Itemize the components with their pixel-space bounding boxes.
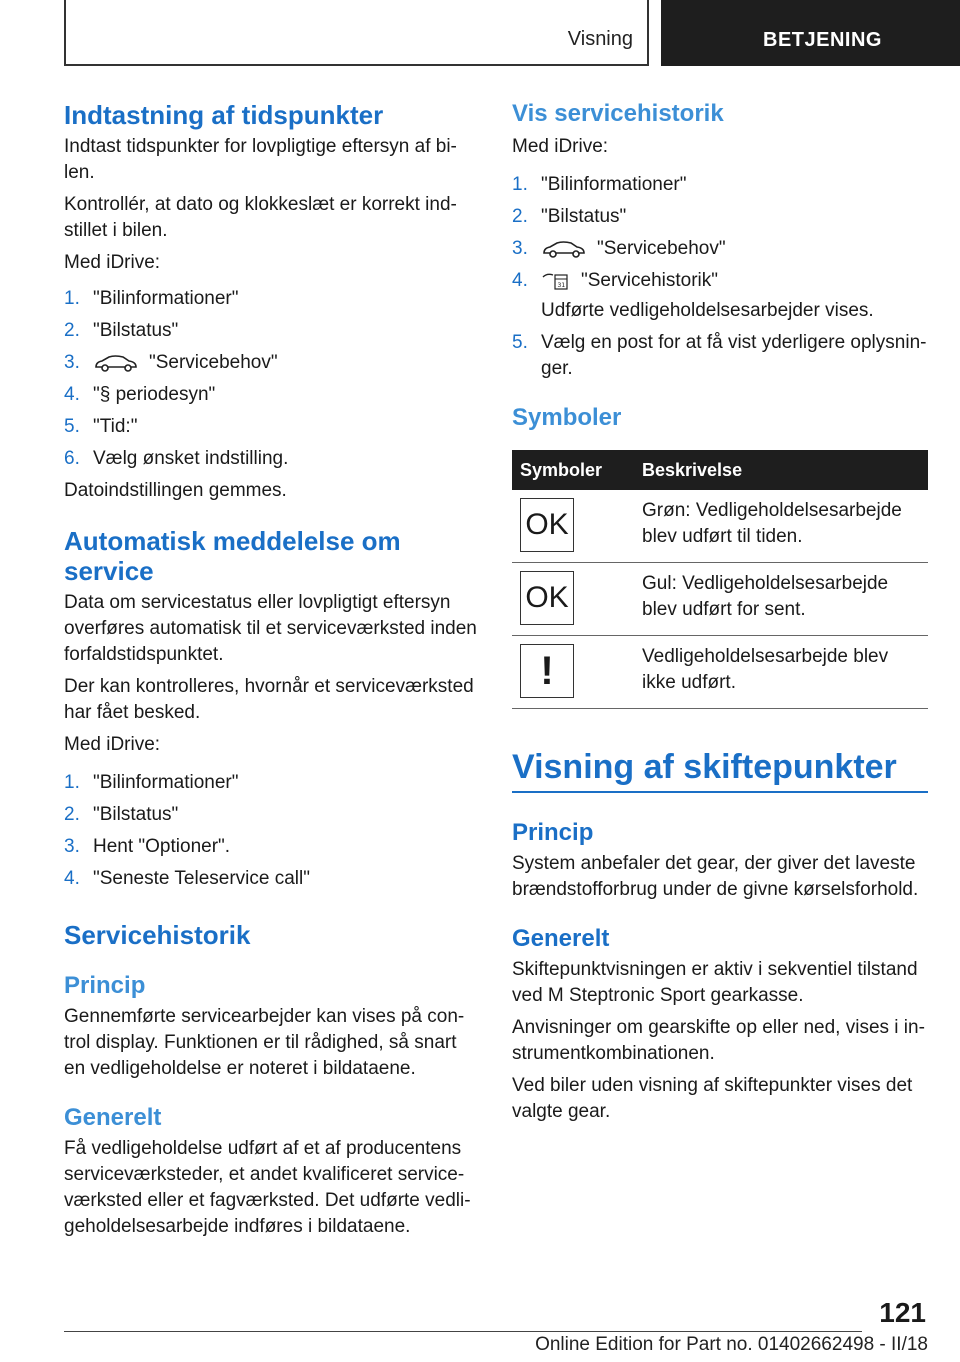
list-item: 3. "Servicebehov": [64, 352, 278, 373]
heading-vis-servicehistorik: Vis servicehistorik: [512, 100, 724, 127]
header-section-title: Visning: [567, 28, 633, 50]
paragraph: Skiftepunktvisningen er aktiv i sekventiel tilstand ved M Steptronic Sport gearkasse.: [512, 959, 918, 1006]
paragraph: Der kan kontrolleres, hvornår et serviceværksted har fået besked.: [64, 676, 474, 723]
service-history-icon: [541, 271, 571, 291]
footer-edition: Online Edition for Part no. 01402662498 - II/18: [535, 1334, 928, 1355]
table-row: [512, 636, 928, 709]
header-section-box: [64, 0, 649, 66]
heading-princip: Princip: [512, 819, 594, 846]
paragraph: Indtast tidspunkter for lovpligtige eftersyn af bi-len.: [64, 136, 457, 183]
paragraph: Med iDrive:: [64, 734, 161, 755]
heading-indtastning: Indtastning af tidspunkter: [64, 100, 384, 130]
paragraph: Gennemførte servicearbejder kan vises på con-trol display. Funktionen er til rådighed, så snart en vedligeholdelse er noteret i bildataene.: [64, 1006, 465, 1079]
symbols-table: [512, 450, 928, 709]
steps-list-1: [64, 286, 478, 472]
table-header-row: [512, 450, 928, 490]
table-cell: Grøn: Vedligeholdelsesarbejde blev udført til tiden.: [634, 490, 928, 563]
right-column: [512, 100, 928, 1125]
car-icon: [541, 240, 587, 258]
header-chapter-title: BETJENING: [763, 29, 882, 51]
table-header-symboler: Symboler: [512, 450, 634, 490]
table-cell: Vedligeholdelsesarbejde blev ikke udført.: [634, 636, 928, 709]
svg-text:31: 31: [557, 281, 566, 289]
list-item: 1. "Bilinformationer": [64, 288, 239, 309]
ok-symbol: OK: [520, 571, 574, 625]
paragraph: System anbefaler det gear, der giver det laveste brændstofforbrug under de givne kørselsforhold.: [512, 853, 919, 900]
list-item: 6. Vælg ønsket indstilling.: [64, 448, 289, 469]
exclamation-symbol: !: [520, 644, 574, 698]
heading-symboler: Symboler: [512, 404, 622, 431]
heading-generelt: Generelt: [64, 1104, 162, 1131]
list-item: 5. "Tid:": [64, 416, 138, 437]
steps-list-2: [64, 770, 478, 892]
step-note: Udførte vedligeholdelsesarbejder vises.: [541, 300, 874, 321]
heading-generelt: Generelt: [512, 925, 610, 952]
paragraph: Anvisninger om gearskifte op eller ned, vises i in-strumentkombinationen.: [512, 1017, 925, 1064]
table-row: [512, 563, 928, 636]
header-chapter-box: [661, 0, 960, 66]
paragraph: Ved biler uden visning af skiftepunkter vises det valgte gear.: [512, 1075, 913, 1122]
table-header-beskrivelse: Beskrivelse: [634, 450, 928, 490]
list-item: 4. "Seneste Teleservice call": [64, 868, 310, 889]
list-item: 3. "Servicebehov": [512, 238, 726, 259]
list-item: 5. Vælg en post for at få vist yderligere oplysnin-ger.: [512, 332, 927, 379]
car-icon: [93, 354, 139, 372]
table-cell: Gul: Vedligeholdelsesarbejde blev udført for sent.: [634, 563, 928, 636]
left-column: [64, 100, 478, 1240]
heading-automatisk: Automatisk meddelelse om service: [64, 526, 401, 586]
paragraph: Med iDrive:: [512, 136, 609, 157]
heading-visning-skiftepunkter: Visning af skiftepunkter: [512, 747, 928, 793]
table-row: [512, 490, 928, 563]
paragraph: Datoindstillingen gemmes.: [64, 480, 287, 501]
paragraph: Data om servicestatus eller lovpligtigt eftersyn overføres automatisk til et serviceværksted inden forfaldstidspunktet.: [64, 592, 477, 665]
heading-servicehistorik: Servicehistorik: [64, 920, 251, 950]
list-item: 4. "§ periodesyn": [64, 384, 216, 405]
footer-divider: [64, 1331, 862, 1332]
list-item: 3. Hent "Optioner".: [64, 836, 231, 857]
list-item: 2. "Bilstatus": [512, 206, 627, 227]
list-item: 2. "Bilstatus": [64, 320, 179, 341]
page-number: 121: [879, 1297, 926, 1328]
list-item: 4. 31 "Servicehistorik": [512, 270, 719, 291]
ok-symbol: OK: [520, 498, 574, 552]
paragraph: Kontrollér, at dato og klokkeslæt er korrekt ind-stillet i bilen.: [64, 194, 457, 241]
steps-list-3b: [512, 330, 928, 382]
steps-list-3: [512, 172, 928, 294]
paragraph: Med iDrive:: [64, 252, 161, 273]
heading-princip: Princip: [64, 972, 146, 999]
list-item: 2. "Bilstatus": [64, 804, 179, 825]
list-item: 1. "Bilinformationer": [512, 174, 687, 195]
list-item: 1. "Bilinformationer": [64, 772, 239, 793]
paragraph: Få vedligeholdelse udført af et af producentens serviceværksteder, et andet kvalificeret service-værksted eller et fagværksted. Det udførte vedli-geholdelsesarbejde indføres i bildataene.: [64, 1138, 471, 1237]
